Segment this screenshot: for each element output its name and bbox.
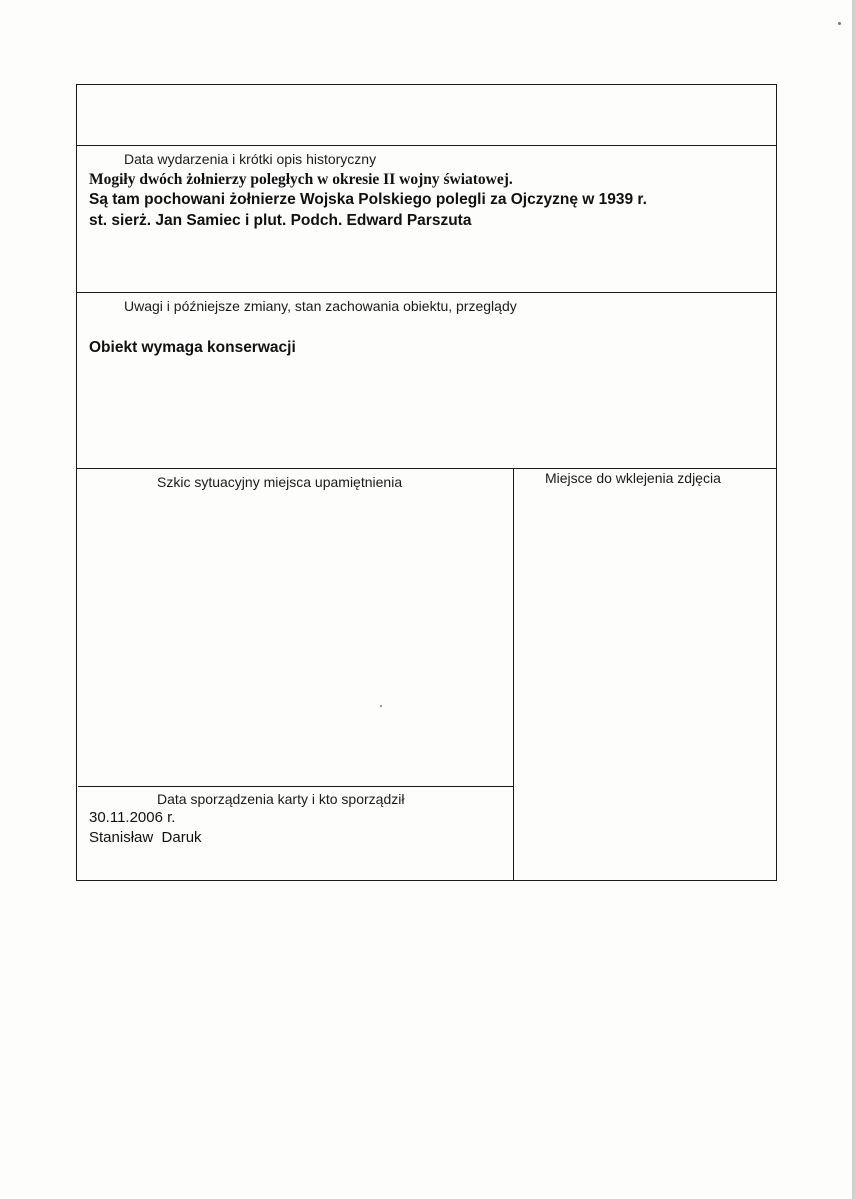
event-description-line-1: Mogiły dwóch żołnierzy poległych w okresie II wojny światowej. xyxy=(89,171,513,188)
divider-prepared-top xyxy=(78,786,514,787)
prepared-date: 30.11.2006 r. xyxy=(89,809,176,826)
divider-sketch-top xyxy=(76,468,777,469)
sketch-section-label: Szkic sytuacyjny miejsca upamiętnienia xyxy=(157,474,403,490)
divider-sketch-photo xyxy=(513,468,514,881)
prepared-author: Stanisław Daruk xyxy=(89,829,202,846)
scan-speck xyxy=(838,22,841,25)
remarks-value: Obiekt wymaga konserwacji xyxy=(89,339,296,356)
divider-event-top xyxy=(76,145,777,146)
event-description-line-2: Są tam pochowani żołnierze Wojska Polskiego polegli za Ojczyznę w 1939 r. xyxy=(89,191,647,208)
photo-section-label: Miejsce do wklejenia zdjęcia xyxy=(545,470,721,486)
event-description-line-3: st. sierż. Jan Samiec i plut. Podch. Edward Parszuta xyxy=(89,212,472,229)
divider-remarks-top xyxy=(76,292,777,293)
event-section-label: Data wydarzenia i krótki opis historyczny xyxy=(124,151,377,167)
remarks-section-label: Uwagi i późniejsze zmiany, stan zachowania obiektu, przeglądy xyxy=(124,298,517,314)
prepared-section-label: Data sporządzenia karty i kto sporządził xyxy=(157,791,405,807)
